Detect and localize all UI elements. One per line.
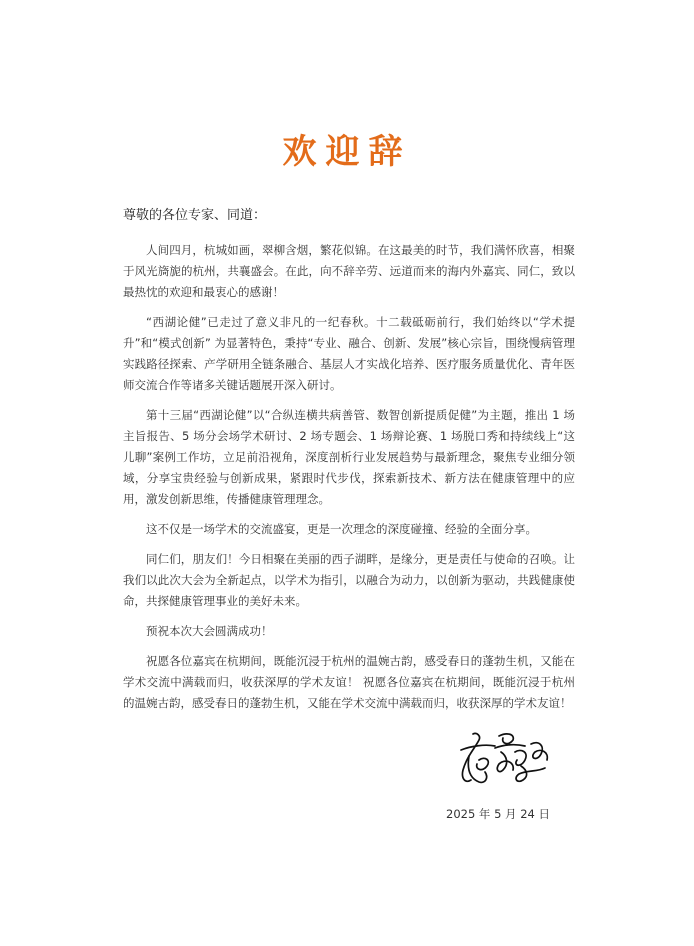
paragraph-4: 这不仅是一场学术的交流盛宴，更是一次理念的深度碰撞、经验的全面分享。 bbox=[146, 522, 537, 536]
page-title: 欢迎辞 bbox=[282, 132, 412, 172]
paragraph-6: 预祝本次大会圆满成功！ bbox=[146, 624, 273, 638]
paragraph-1: 人间四月，杭城如画，翠柳含烟，繁花似锦。在这最美的时节，我们满怀欣喜，相聚于风光旖旎的杭州，共襄盛会。在此，向不辞辛劳、远道而来的海内外嘉宾、同仁，致以最热忱的欢迎和最衷心的感谢！ bbox=[123, 243, 575, 299]
letter-date: 2025 年 5 月 24 日 bbox=[446, 807, 550, 821]
signature-icon bbox=[455, 726, 555, 790]
paragraph-5: 同仁们，朋友们！今日相聚在美丽的西子湖畔，是缘分，更是责任与使命的召唤。让我们以此次大会为全新起点，以学术为指引，以融合为动力，以创新为驱动，共践健康使命，共探健康管理事业的美好未来。 bbox=[123, 552, 575, 608]
letter-body bbox=[123, 204, 575, 723]
paragraph-7: 祝愿各位嘉宾在杭期间，既能沉浸于杭州的温婉古韵，感受春日的蓬勃生机，又能在学术交流中满载而归，收获深厚的学术友谊！ 祝愿各位嘉宾在杭期间，既能沉浸于杭州的温婉古韵，感受春日的蓬勃生机，又能在学术交流中满载而归，收获深厚的学术友谊！ bbox=[123, 654, 575, 710]
paragraph-2: “西湖论健”已走过了意义非凡的一纪春秋。十二载砥砺前行，我们始终以“学术提升”和“模式创新” 为显著特色，秉持“专业、融合、创新、发展”核心宗旨，围绕慢病管理实践路径探索、产学研用全链条融合、基层人才实战化培养、医疗服务质量优化、青年医师交流合作等诸多关键话题展开深入研讨。 bbox=[123, 315, 575, 392]
greeting: 尊敬的各位专家、同道： bbox=[123, 208, 267, 223]
paragraph-3: 第十三届“西湖论健”以“合纵连横共病善管、数智创新提质促健”为主题，推出 1 场主旨报告、5 场分会场学术研讨、2 场专题会、1 场辩论赛、1 场脱口秀和持续线上“这儿聊”案例工作坊，立足前沿视角，深度剖析行业发展趋势与最新理念，聚焦专业细分领域，分享宝贵经验与创新成果，紧跟时代步伐，探索新技术、新方法在健康管理中的应用，激发创新思维，传播健康管理理念。 bbox=[123, 408, 575, 506]
